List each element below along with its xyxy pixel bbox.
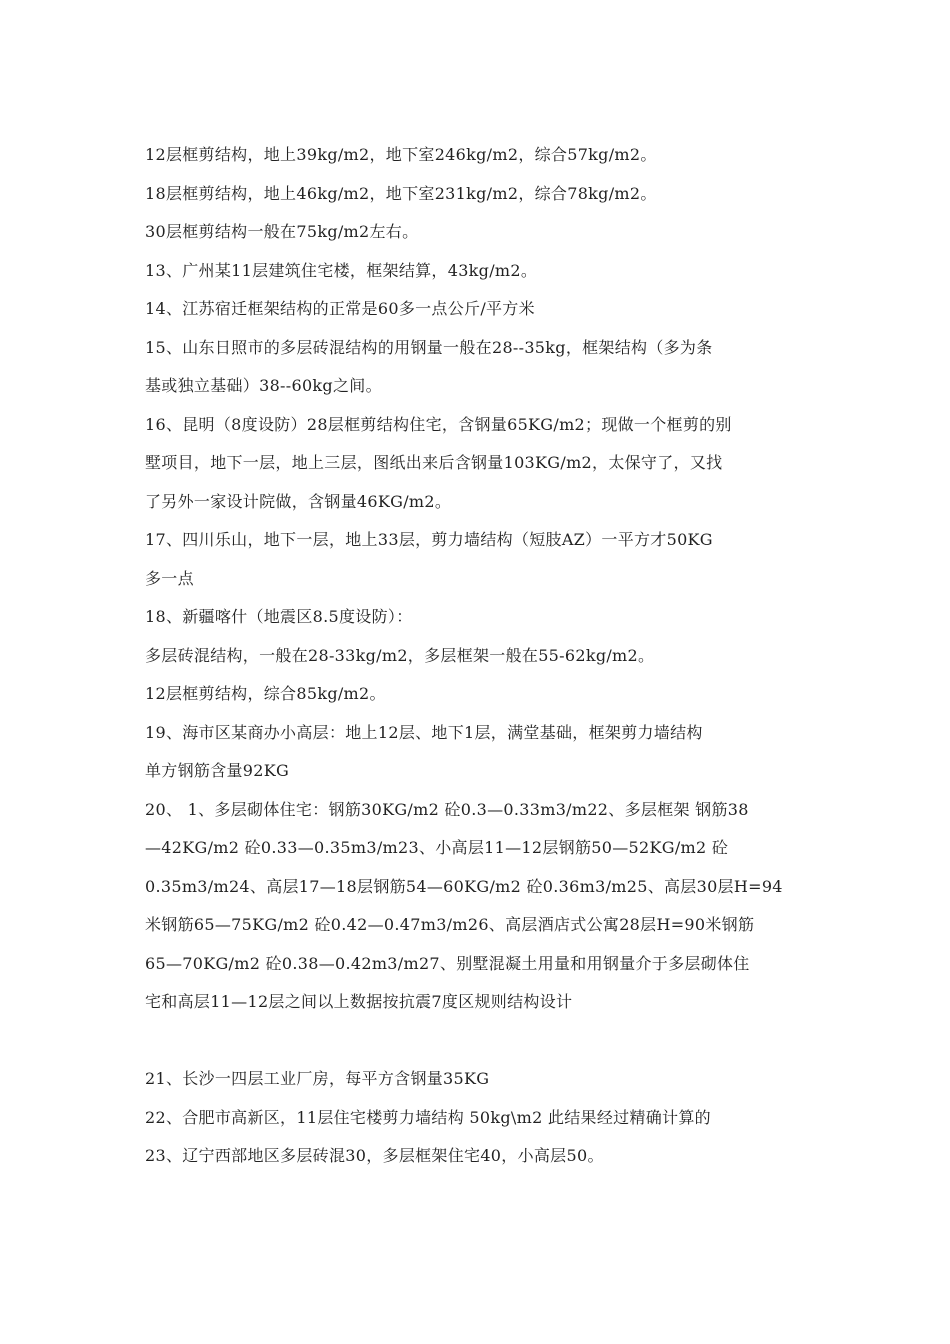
text-line: 0.35m3/m24、高层17—18层钢筋54—60KG/m2 砼0.36m3/m25、高层30层H=94: [145, 876, 783, 896]
text-line: 21、长沙一四层工业厂房，每平方含钢量35KG: [145, 1069, 490, 1088]
text-line: 14、江苏宿迁框架结构的正常是60多一点公斤/平方米: [145, 299, 535, 318]
text-line: 宅和高层11—12层之间以上数据按抗震7度区规则结构设计: [145, 992, 573, 1011]
text-line: 12层框剪结构，地上39kg/m2，地下室246kg/m2，综合57kg/m2。: [145, 145, 657, 164]
document-body: [145, 136, 813, 1176]
text-line: 米钢筋65—75KG/m2 砼0.42—0.47m3/m26、高层酒店式公寓28层H=90米钢筋: [145, 915, 755, 934]
text-line: 18、新疆喀什（地震区8.5度设防）：: [145, 607, 413, 626]
paragraph-gap: [145, 1022, 813, 1061]
text-line: 65—70KG/m2 砼0.38—0.42m3/m27、别墅混凝土用量和用钢量介于多层砌体住: [145, 953, 750, 973]
text-line: 13、广州某11层建筑住宅楼，框架结算，43kg/m2。: [145, 260, 538, 280]
text-line: 12层框剪结构，综合85kg/m2。: [145, 684, 386, 703]
text-line: 16、昆明（8度设防）28层框剪结构住宅，含钢量65KG/m2；现做一个框剪的别: [145, 414, 732, 434]
text-line: 30层框剪结构一般在75kg/m2左右。: [145, 222, 419, 241]
text-line: 多层砖混结构，一般在28-33kg/m2，多层框架一般在55-62kg/m2。: [145, 645, 655, 665]
text-line: 22、合肥市高新区，11层住宅楼剪力墙结构 50kg\m2 此结果经过精确计算的: [145, 1107, 711, 1127]
text-line: 墅项目，地下一层，地上三层，图纸出来后含钢量103KG/m2，太保守了，又找: [145, 453, 723, 472]
text-line: 17、四川乐山，地下一层，地上33层，剪力墙结构（短肢AZ）一平方才50KG: [145, 530, 713, 549]
text-line: 15、山东日照市的多层砖混结构的用钢量一般在28--35kg，框架结构（多为条: [145, 337, 713, 357]
text-line: 19、海市区某商办小高层：地上12层、地下1层，满堂基础，框架剪力墙结构: [145, 722, 703, 742]
text-line: 20、 1、多层砌体住宅：钢筋30KG/m2 砼0.3—0.33m3/m22、多层框架 钢筋38: [145, 799, 749, 819]
text-line: 18层框剪结构，地上46kg/m2，地下室231kg/m2，综合78kg/m2。: [145, 183, 657, 203]
text-line: —42KG/m2 砼0.33—0.35m3/m23、小高层11—12层钢筋50—52KG/m2 砼: [145, 838, 729, 857]
text-line: 23、辽宁西部地区多层砖混30，多层框架住宅40，小高层50。: [145, 1146, 604, 1165]
text-line: 多一点: [145, 568, 194, 588]
text-line: 了另外一家设计院做，含钢量46KG/m2。: [145, 491, 452, 511]
text-line: 单方钢筋含量92KG: [145, 761, 290, 780]
text-line: 基或独立基础）38--60kg之间。: [145, 376, 382, 395]
